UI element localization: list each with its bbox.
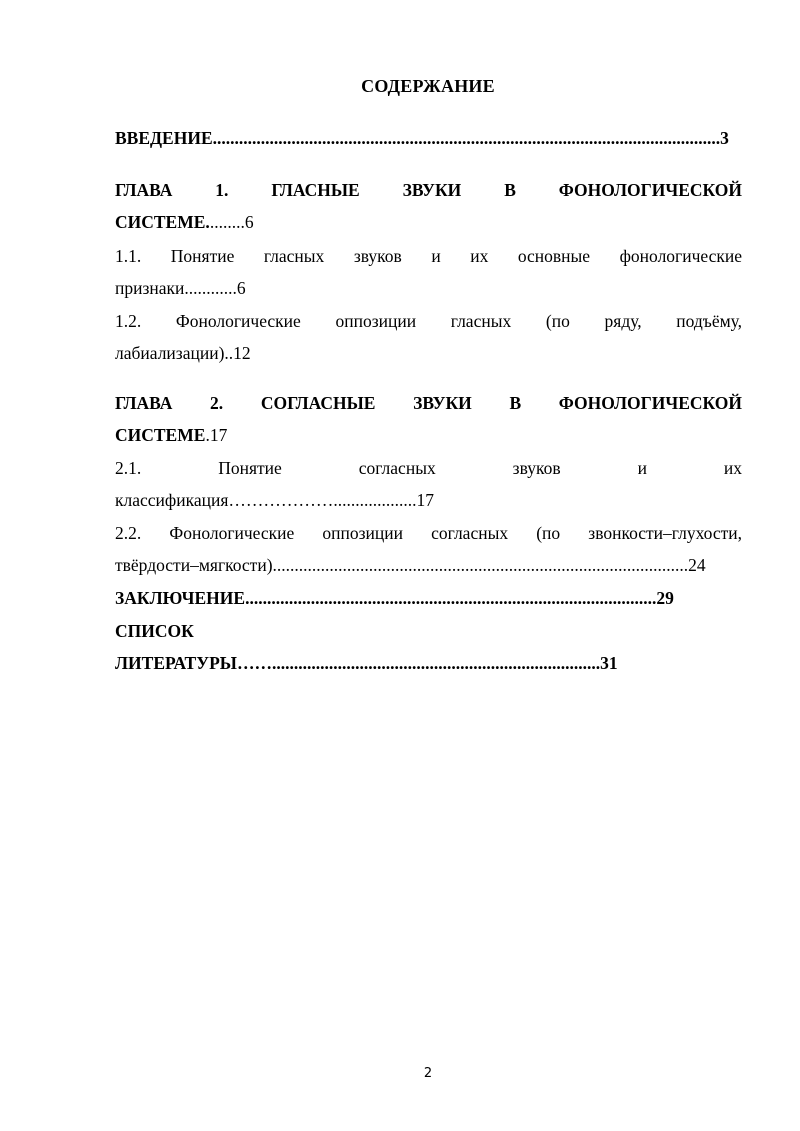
toc-entry-intro[interactable] xyxy=(115,122,742,154)
toc-dots: ............ xyxy=(184,278,237,298)
page-title: СОДЕРЖАНИЕ xyxy=(361,76,495,96)
toc-label: ЗАКЛЮЧЕНИЕ xyxy=(115,588,246,608)
toc-label: твёрдости–мягкости) xyxy=(115,555,273,575)
toc-entry-chapter-2[interactable] xyxy=(115,387,742,451)
toc-heading-line: 2.2. Фонологические оппозиции согласных (по звонкости–глухости, xyxy=(115,523,742,543)
toc-dots: . xyxy=(205,425,210,445)
toc-dots: ............................................................................................... xyxy=(272,555,689,575)
toc-entry-chapter-1[interactable] xyxy=(115,174,742,238)
toc-page: 6 xyxy=(236,278,246,298)
toc-dots: ……........................................................................... xyxy=(236,653,601,673)
toc-label: СИСТЕМЕ xyxy=(115,425,206,445)
toc-page: 12 xyxy=(233,343,251,363)
toc-label: признаки xyxy=(115,278,185,298)
toc-dots: .. xyxy=(224,343,234,363)
toc-entry-section-2-1[interactable] xyxy=(115,452,742,516)
toc-heading-line: ГЛАВА 2. СОГЛАСНЫЕ ЗВУКИ В ФОНОЛОГИЧЕСКОЙ xyxy=(115,393,743,413)
toc-dots: ........ xyxy=(209,212,245,232)
toc-page: 17 xyxy=(416,490,435,510)
toc-entry-section-1-2[interactable] xyxy=(115,305,742,369)
toc-page: 17 xyxy=(209,425,228,445)
page-number: 2 xyxy=(423,1066,433,1081)
toc-entry-references[interactable] xyxy=(115,615,742,679)
toc-heading-line: 2.1. Понятие согласных звуков и их xyxy=(115,458,743,478)
toc-page: 31 xyxy=(600,653,618,673)
toc-dots: .................................................................................................................... xyxy=(212,128,721,148)
toc-label: СИСТЕМЕ. xyxy=(115,212,210,232)
toc-entry-section-1-1[interactable] xyxy=(115,240,742,304)
toc-page: 6 xyxy=(244,212,254,232)
toc-entry-section-2-2[interactable] xyxy=(115,517,742,581)
toc-label: лабиализации) xyxy=(115,343,225,363)
toc-page: 3 xyxy=(720,128,729,148)
toc-entry-conclusion[interactable] xyxy=(115,582,742,614)
toc-label: ВВЕДЕНИЕ xyxy=(115,128,213,148)
toc-page: 29 xyxy=(656,588,674,608)
toc-heading-line: 1.1. Понятие гласных звуков и их основные фонологические xyxy=(115,246,742,266)
toc-label: ЛИТЕРАТУРЫ xyxy=(115,653,237,673)
toc-heading-line: СПИСОК xyxy=(115,621,194,641)
toc-page: 24 xyxy=(688,555,706,575)
toc-label: классификация xyxy=(115,490,229,510)
toc-dots: .............................................................................................. xyxy=(245,588,657,608)
toc-heading-line: 1.2. Фонологические оппозиции гласных (по ряду, подъёму, xyxy=(115,311,743,331)
toc-heading-line: ГЛАВА 1. ГЛАСНЫЕ ЗВУКИ В ФОНОЛОГИЧЕСКОЙ xyxy=(115,180,743,200)
toc-dots: ………………................... xyxy=(228,490,417,510)
